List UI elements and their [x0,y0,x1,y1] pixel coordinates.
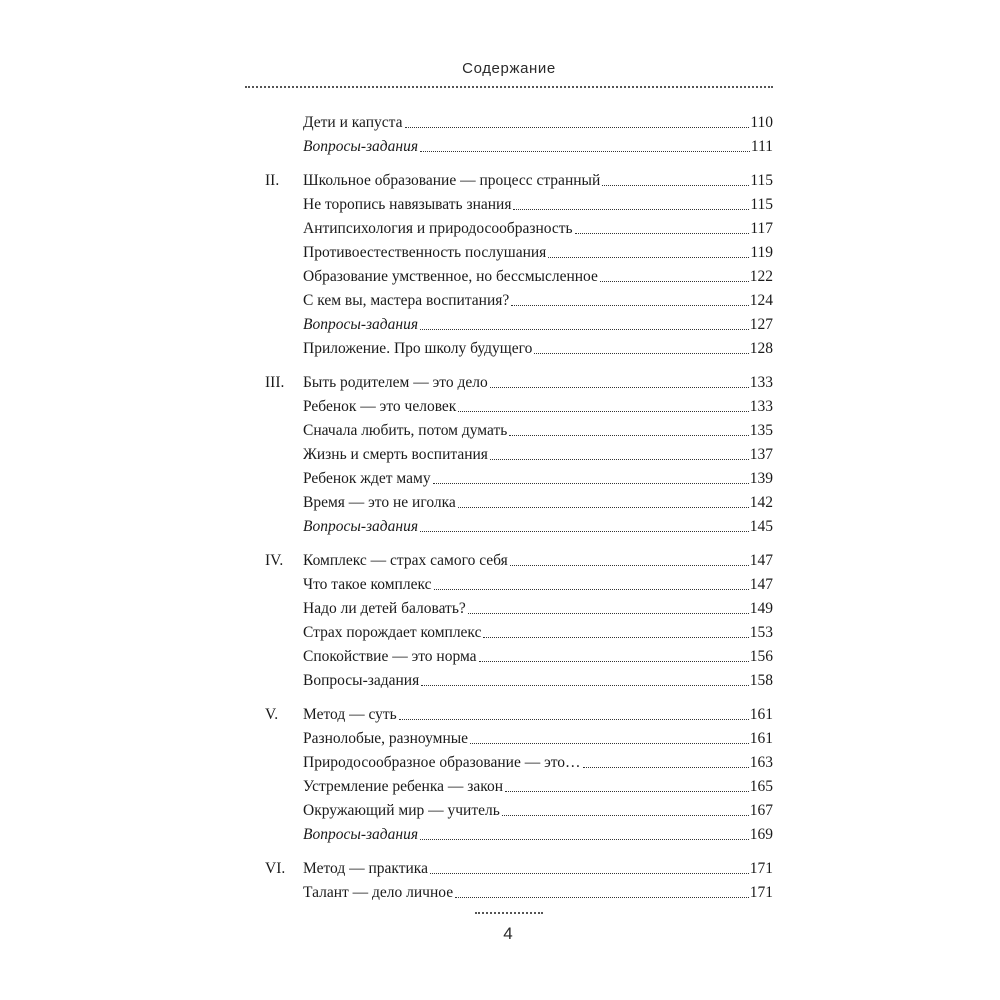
toc-entry-title: Дети и капуста [303,114,403,131]
toc-dot-leader [575,233,750,234]
toc-entry [265,750,773,772]
toc-page-number: 145 [749,518,773,535]
footer-dotted-rule [475,912,543,914]
toc-dot-leader [433,483,749,484]
toc-page-number: 167 [749,802,773,819]
toc-entry-title: Ребенок — это человек [303,398,457,415]
toc-dot-leader [511,305,748,306]
toc-entry-title: Страх порождает комплекс [303,624,482,641]
toc-page-number: 147 [749,576,773,593]
toc-dot-leader [420,151,750,152]
toc-entry-title: Талант — дело личное [303,884,454,901]
toc-entry-title: Время — это не иголка [303,494,456,511]
toc-dot-leader [458,507,749,508]
toc-entry [265,596,773,618]
toc-page-number: 133 [749,374,773,391]
toc-entry [265,572,773,594]
toc-page-number: 139 [749,470,773,487]
toc-entry-title: Надо ли детей баловать? [303,600,466,617]
toc-page-number: 110 [750,114,773,131]
toc-entry [265,726,773,748]
toc-entry [265,110,773,132]
toc-dot-leader [510,565,749,566]
toc-page-number: 133 [749,398,773,415]
toc-dot-leader [583,767,749,768]
toc-dot-leader [455,897,749,898]
toc-page-number: 153 [749,624,773,641]
toc-dot-leader [505,791,749,792]
toc-page-number: 111 [750,138,773,155]
toc-page-number: 161 [749,730,773,747]
toc-dot-leader [468,613,749,614]
toc-chapter-number: VI. [265,860,286,877]
toc-entry-title: Быть родителем — это дело [303,374,488,391]
toc-page-number: 171 [749,884,773,901]
toc-page-number: 171 [749,860,773,877]
toc-dot-leader [490,387,749,388]
toc-entry [265,822,773,844]
toc-chapter-number: III. [265,374,285,391]
toc-dot-leader [420,329,749,330]
toc-entry [265,548,773,570]
toc-page-number: 149 [749,600,773,617]
toc-entry [265,880,773,902]
toc-entry-title: Что такое комплекс [303,576,432,593]
running-header: Содержание [462,60,556,77]
toc-dot-leader [458,411,748,412]
toc-dot-leader [509,435,748,436]
toc-chapter-number: II. [265,172,280,189]
toc-entry-title: Ребенок ждет маму [303,470,431,487]
toc-entry [265,856,773,878]
toc-chapter-number: IV. [265,552,284,569]
toc-entry-title: Сначала любить, потом думать [303,422,508,439]
toc-entry-title: Не торопись навязывать знания [303,196,512,213]
toc-entry [265,668,773,690]
toc-entry-title: Вопросы-задания [303,316,419,333]
toc-page-number: 119 [750,244,773,261]
toc-page-number: 165 [749,778,773,795]
toc-dot-leader [534,353,748,354]
toc-page-number: 115 [750,196,773,213]
toc-page-number: 122 [749,268,773,285]
toc-page-number: 117 [750,220,773,237]
toc-dot-leader [420,531,749,532]
toc-dot-leader [420,839,749,840]
toc-entry-title: Вопросы-задания [303,518,419,535]
toc-entry [265,466,773,488]
toc-page-number: 128 [749,340,773,357]
toc-page-number: 161 [749,706,773,723]
toc-page-number: 115 [750,172,773,189]
toc-entry [265,370,773,392]
toc-entry [265,336,773,358]
toc-dot-leader [405,127,750,128]
toc-entry-title: Жизнь и смерть воспитания [303,446,488,463]
toc-entry [265,514,773,536]
toc-page-number: 124 [749,292,773,309]
toc-entry [265,798,773,820]
toc-entry [265,774,773,796]
toc-entry-title: Антипсихология и природосообразность [303,220,573,237]
toc-entry [265,490,773,512]
toc-dot-leader [490,459,749,460]
toc-entry-title: Комплекс — страх самого себя [303,552,508,569]
toc-dot-leader [602,185,749,186]
toc-page-number: 147 [749,552,773,569]
toc-page-number: 163 [749,754,773,771]
toc-entry-title: Окружающий мир — учитель [303,802,500,819]
toc-dot-leader [513,209,749,210]
toc-entry [265,240,773,262]
toc-chapter-number: V. [265,706,279,723]
toc-entry [265,702,773,724]
toc-entry [265,312,773,334]
toc-dot-leader [430,873,749,874]
toc-entry-title: Приложение. Про школу будущего [303,340,533,357]
page-number: 4 [503,924,513,943]
toc-dot-leader [399,719,749,720]
toc-entry-title: Вопросы-задания [303,138,419,155]
toc-entry-title: Противоестественность послушания [303,244,547,261]
toc-entry [265,644,773,666]
toc-page-number: 142 [749,494,773,511]
toc-entry [265,288,773,310]
toc-dot-leader [434,589,749,590]
toc-entry-title: Спокойствие — это норма [303,648,477,665]
toc-page-number: 158 [749,672,773,689]
toc-entry-title: Школьное образование — процесс странный [303,172,601,189]
toc-entry-title: Образование умственное, но бессмысленное [303,268,598,285]
toc-page-number: 127 [749,316,773,333]
toc-entry [265,418,773,440]
toc-entry-title: С кем вы, мастера воспитания? [303,292,510,309]
toc-entry-title: Разнолобые, разноумные [303,730,469,747]
toc-entry [265,264,773,286]
toc-page-number: 156 [749,648,773,665]
toc-dot-leader [479,661,749,662]
toc-dot-leader [600,281,749,282]
toc-entry-title: Метод — практика [303,860,428,877]
toc-entry [265,168,773,190]
toc-entry [265,216,773,238]
toc-dot-leader [548,257,749,258]
toc-page-number: 169 [749,826,773,843]
toc-entry-title: Вопросы-задания [303,672,420,689]
toc-dot-leader [483,637,748,638]
toc-entry-title: Устремление ребенка — закон [303,778,504,795]
toc-entry [265,134,773,156]
toc-page-number: 135 [749,422,773,439]
toc-dot-leader [470,743,749,744]
toc-entry [265,620,773,642]
toc-entry [265,192,773,214]
toc-dot-leader [502,815,749,816]
toc-entry-title: Метод — суть [303,706,397,723]
toc-entry-title: Природосообразное образование — это… [303,754,581,771]
toc-dot-leader [421,685,749,686]
toc-entry [265,394,773,416]
toc-page-number: 137 [749,446,773,463]
toc-entry [265,442,773,464]
toc-entry-title: Вопросы-задания [303,826,419,843]
